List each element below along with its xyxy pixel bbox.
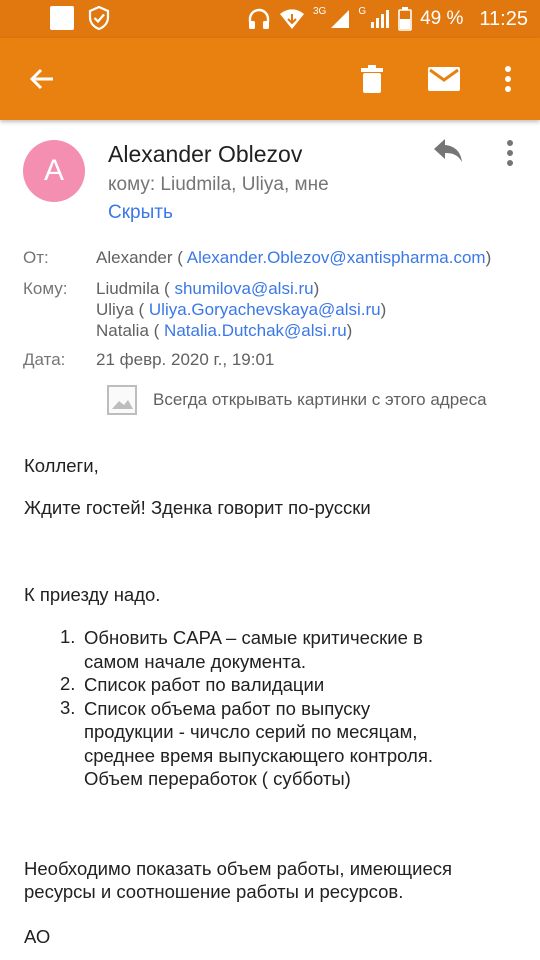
- from-name: Alexander (: [96, 248, 183, 267]
- to-name: Natalia (: [96, 321, 160, 340]
- signature: АО: [24, 926, 51, 947]
- body-line: К приезду надо.: [24, 584, 161, 605]
- image-placeholder-icon: [107, 385, 137, 415]
- app-bar: [0, 38, 540, 120]
- message-overflow-icon[interactable]: [496, 136, 524, 170]
- to-recipient: [96, 300, 386, 320]
- to-label: Кому:: [23, 279, 68, 298]
- from-close: ): [485, 248, 492, 267]
- battery-icon: [398, 7, 412, 31]
- to-recipient: [96, 279, 319, 299]
- from-value: [96, 248, 491, 268]
- list-item-text: Список работ по валидации: [84, 674, 325, 695]
- list-item: [60, 626, 433, 673]
- battery-percent: 49 %: [420, 8, 464, 29]
- body-greeting: Коллеги,: [24, 455, 99, 476]
- to-name: Liudmila (: [96, 279, 170, 298]
- overflow-menu-icon[interactable]: [488, 59, 528, 99]
- to-close: ): [313, 279, 320, 298]
- notification-square-icon: [50, 6, 74, 30]
- list-item: [60, 697, 433, 791]
- todo-list: [60, 626, 433, 791]
- body-line: Необходимо показать объем работы, имеющиеся: [24, 858, 453, 879]
- reply-icon[interactable]: [432, 138, 468, 168]
- trash-icon[interactable]: [352, 59, 392, 99]
- recipients-summary: кому: Liudmila, Uliya, мне: [108, 174, 329, 195]
- to-name: Uliya (: [96, 300, 145, 319]
- shield-check-icon: [88, 6, 110, 30]
- network-type-label-2: G: [358, 6, 367, 17]
- list-item: [60, 673, 433, 697]
- to-close: ): [380, 300, 387, 319]
- always-show-images-link[interactable]: [107, 385, 487, 415]
- body-line: ресурсы и соотношение работы и ресурсов.: [24, 881, 404, 902]
- status-bar: [0, 0, 540, 38]
- list-item-text: среднее время выпускающего контроля.: [84, 744, 434, 766]
- date-value: 21 февр. 2020 г., 19:01: [96, 350, 275, 369]
- wifi-hotspot-icon: [279, 8, 305, 30]
- to-close: ): [346, 321, 353, 340]
- list-item-text: продукции - чичсло серий по месяцам,: [84, 721, 418, 742]
- avatar[interactable]: A: [23, 140, 85, 202]
- hide-details-link[interactable]: Скрыть: [108, 202, 173, 223]
- list-item-text: Обновить CAPA – самые критические в: [84, 627, 423, 648]
- from-label: От:: [23, 248, 49, 267]
- mail-icon[interactable]: [424, 59, 464, 99]
- headphones-icon: [247, 8, 271, 30]
- to-email-link[interactable]: shumilova@alsi.ru: [174, 279, 314, 298]
- signal-icon: [330, 9, 350, 29]
- clock: 11:25: [479, 7, 528, 30]
- signal-bars-icon: [370, 9, 390, 29]
- list-item-text: Список объема работ по выпуску: [84, 697, 371, 719]
- network-type-label: 3G: [312, 6, 327, 17]
- to-email-link[interactable]: Natalia.Dutchak@alsi.ru: [164, 321, 347, 340]
- from-email-link[interactable]: Alexander.Oblezov@xantispharma.com: [186, 248, 486, 267]
- list-number: 1.: [60, 626, 76, 647]
- list-number: 3.: [60, 696, 76, 718]
- list-item-text: самом начале документа.: [84, 650, 306, 672]
- to-email-link[interactable]: Uliya.Goryachevskaya@alsi.ru: [148, 300, 381, 319]
- back-arrow-icon[interactable]: [22, 59, 62, 99]
- always-show-images-label: Всегда открывать картинки с этого адреса: [153, 390, 487, 409]
- sender-name: Alexander Oblezov: [108, 141, 303, 167]
- date-label: Дата:: [23, 350, 66, 369]
- body-line: Ждите гостей! Зденка говорит по-русски: [24, 497, 371, 518]
- list-number: 2.: [60, 673, 76, 694]
- to-recipient: [96, 321, 352, 341]
- list-item-text: Объем переработок ( субботы): [84, 768, 351, 789]
